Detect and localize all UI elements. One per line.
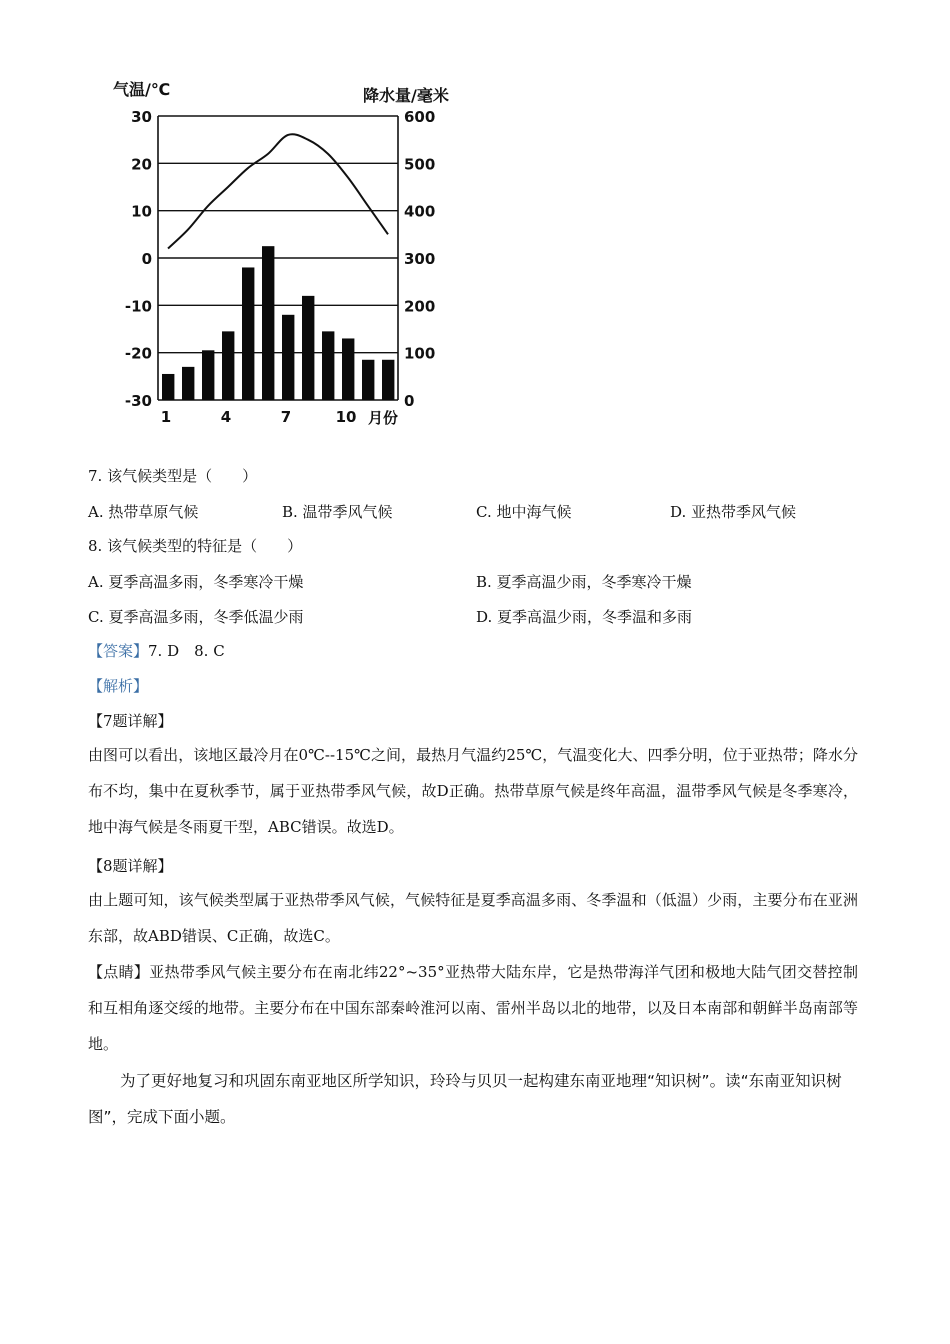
y-left-axis-label: 气温/℃ bbox=[113, 80, 171, 99]
x-tick-label: 7 bbox=[280, 408, 292, 426]
x-tick-label: 1 bbox=[160, 408, 172, 426]
precipitation-bar bbox=[322, 331, 334, 400]
q7-option-b: B. 温带季风气候 bbox=[282, 503, 393, 521]
left-tick-label: 0 bbox=[141, 250, 152, 268]
x-unit-label: 月份 bbox=[368, 409, 399, 427]
left-tick-label: 10 bbox=[131, 202, 152, 221]
right-tick-label: 100 bbox=[404, 344, 436, 363]
tip-text: 亚热带季风气候主要分布在南北纬22°~35°亚热带大陆东岸，它是热带海洋气团和极地大陆气团交替控制和互相角逐交绥的地带。主要分布在中国东部秦岭淮河以南、雷州半岛以北的地带，以及日本南部和朝鲜半岛南部等地。 bbox=[88, 963, 858, 1053]
precipitation-bar bbox=[362, 360, 374, 400]
detail-7-text: 由图可以看出，该地区最冷月在0℃--15℃之间，最热月气温约25℃，气温变化大、四季分明，位于亚热带；降水分布不均，集中在夏秋季节，属于亚热带季风气候，故D正确。热带草原气候是终年高温，温带季风气候是冬季寒冷，地中海气候是冬雨夏干型，ABC错误。故选D。 bbox=[88, 746, 858, 836]
detail-7-title: 【7题详解】 bbox=[88, 712, 173, 730]
precipitation-bar bbox=[222, 331, 234, 400]
q7-option-a: A. 热带草原气候 bbox=[88, 503, 199, 521]
answer-text: 7. D 8. C bbox=[148, 642, 225, 660]
left-tick-label: 20 bbox=[131, 155, 152, 174]
precipitation-bar bbox=[162, 374, 174, 400]
tip-block bbox=[88, 954, 858, 1062]
precipitation-bar bbox=[282, 315, 294, 400]
precipitation-bar bbox=[242, 267, 254, 400]
answer-tag: 【答案】 bbox=[88, 642, 149, 660]
intro-paragraph: 为了更好地复习和巩固东南亚地区所学知识，玲玲与贝贝一起构建东南亚地理“知识树”。读“东南亚知识树图”，完成下面小题。 bbox=[88, 1072, 842, 1126]
precipitation-bar bbox=[302, 296, 314, 400]
q8-option-c: C. 夏季高温多雨，冬季低温少雨 bbox=[88, 608, 304, 626]
right-tick-label: 0 bbox=[404, 392, 415, 410]
detail-8-text: 由上题可知，该气候类型属于亚热带季风气候，气候特征是夏季高温多雨、冬季温和（低温）少雨，主要分布在亚洲东部，故ABD错误、C正确，故选C。 bbox=[88, 891, 858, 945]
q8-option-b: B. 夏季高温少雨，冬季寒冷干燥 bbox=[476, 573, 692, 591]
left-tick-label: -30 bbox=[124, 392, 152, 410]
right-tick-label: 200 bbox=[404, 297, 436, 316]
analysis-tag: 【解析】 bbox=[88, 677, 149, 695]
y-right-axis-label: 降水量/毫米 bbox=[363, 86, 449, 105]
precipitation-bar bbox=[182, 367, 194, 400]
right-tick-label: 500 bbox=[404, 155, 436, 174]
q7-option-d: D. 亚热带季风气候 bbox=[670, 503, 797, 521]
climate-chart-svg bbox=[105, 75, 475, 435]
precipitation-bar bbox=[342, 338, 354, 400]
answer-line bbox=[88, 641, 225, 661]
q7-option-c: C. 地中海气候 bbox=[476, 503, 572, 521]
precipitation-bar bbox=[382, 360, 394, 400]
question-7-stem: 7. 该气候类型是（ ） bbox=[88, 467, 258, 485]
left-tick-label: -10 bbox=[124, 297, 152, 316]
left-tick-label: -20 bbox=[124, 344, 152, 363]
question-8-stem: 8. 该气候类型的特征是（ ） bbox=[88, 537, 303, 555]
temperature-line bbox=[168, 134, 388, 248]
precipitation-bar bbox=[202, 350, 214, 400]
left-tick-label: 30 bbox=[131, 108, 152, 126]
detail-8-title: 【8题详解】 bbox=[88, 857, 173, 875]
climate-chart bbox=[105, 75, 475, 435]
right-tick-label: 300 bbox=[404, 250, 436, 268]
x-tick-label: 10 bbox=[335, 408, 357, 426]
tip-tag: 【点睛】 bbox=[88, 963, 150, 981]
right-tick-label: 600 bbox=[404, 108, 436, 126]
precipitation-bar bbox=[262, 246, 274, 400]
right-tick-label: 400 bbox=[404, 202, 436, 221]
q8-option-a: A. 夏季高温多雨，冬季寒冷干燥 bbox=[88, 573, 304, 591]
q8-option-d: D. 夏季高温少雨，冬季温和多雨 bbox=[476, 608, 693, 626]
x-tick-label: 4 bbox=[220, 408, 232, 426]
